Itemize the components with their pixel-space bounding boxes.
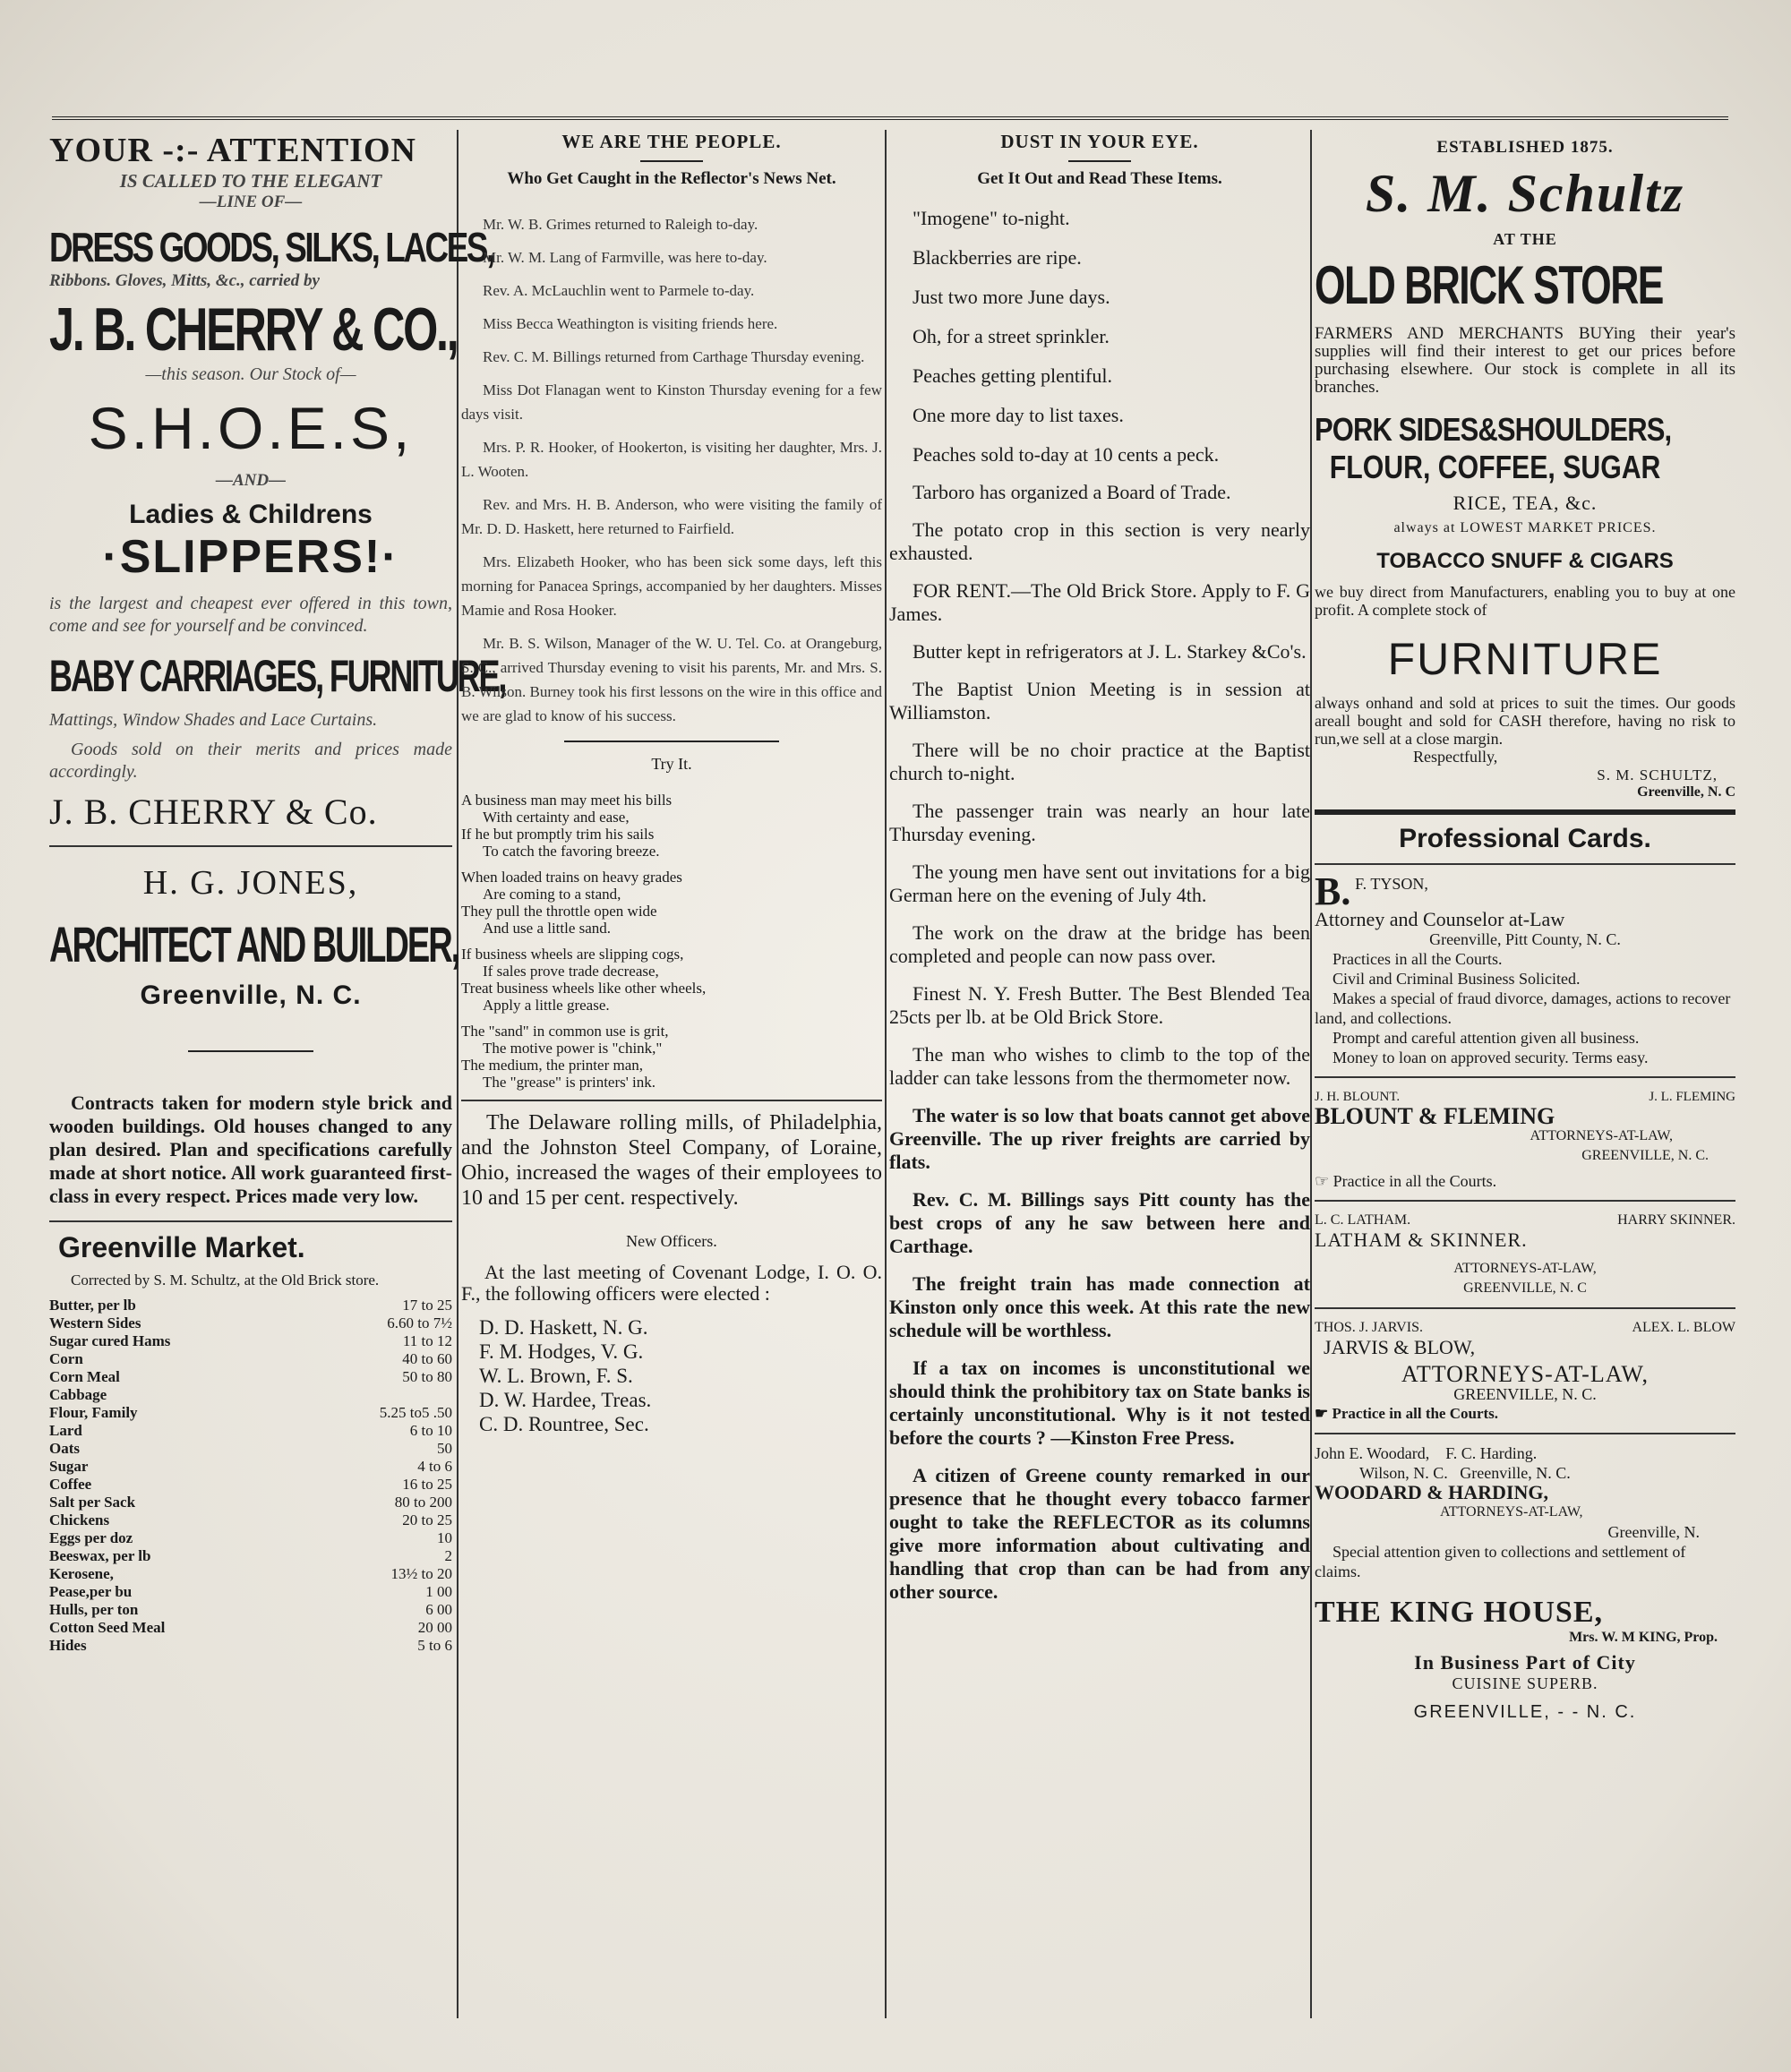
ad-text: Contracts taken for modern style brick and wooden buildings. Old houses changed to any plan desired. Plan and specifications carefully made at short notice. All work guaranteed first-class in every respect. Prices made very low. xyxy=(49,1092,452,1207)
poem-line: Apply a little grease. xyxy=(483,997,610,1014)
market-row xyxy=(49,1637,452,1655)
top-rule xyxy=(52,116,1728,124)
ad-line: Greenville, N. C xyxy=(1637,784,1735,800)
news-item: The young men have sent out invitations for a big German here on the evening of July 4th. xyxy=(889,860,1310,906)
card-line: ATTORNEYS-AT-LAW, xyxy=(1440,1504,1583,1520)
card-line: Makes a special of fraud divorce, damages, actions to recover land, and collections. xyxy=(1315,989,1731,1027)
poem-title: Try It. xyxy=(651,755,692,773)
column-rule xyxy=(885,130,887,2018)
market-price: 16 to 25 xyxy=(402,1476,452,1493)
news-item: Tarboro has organized a Board of Trade. xyxy=(913,481,1231,503)
poem-stanza xyxy=(461,869,882,937)
divider xyxy=(1315,1307,1735,1309)
news-item: The man who wishes to climb to the top of the ladder can take lessons from the thermometer now. xyxy=(889,1043,1310,1089)
card-partner: L. C. LATHAM. xyxy=(1315,1212,1411,1228)
news-item: Peaches getting plentiful. xyxy=(913,364,1112,387)
ad-line: RICE, TEA, &c. xyxy=(1453,492,1598,514)
market-price: 6 00 xyxy=(425,1601,452,1618)
news-item: The water is so low that boats cannot get above Greenville. The up river freights are carried by flats. xyxy=(889,1104,1310,1173)
news-item: The passenger train was nearly an hour late Thursday evening. xyxy=(889,800,1310,845)
divider xyxy=(1315,863,1735,865)
column-subtitle: Who Get Caught in the Reflector's News Net. xyxy=(507,169,836,188)
news-item: Miss Dot Flanagan went to Kinston Thursday evening for a few days visit. xyxy=(461,381,882,423)
market-price: 13½ to 20 xyxy=(390,1565,452,1582)
market-price: 6 to 10 xyxy=(409,1422,452,1439)
ad-text: Goods sold on their merits and prices made accordingly. xyxy=(49,740,452,782)
card-line: ATTORNEYS-AT-LAW, xyxy=(1453,1261,1597,1276)
column-title: WE ARE THE PEOPLE. xyxy=(561,131,782,152)
ad-line: Ribbons. Gloves, Mitts, &c., carried by xyxy=(49,271,320,290)
section-title: Professional Cards. xyxy=(1399,824,1651,853)
market-report xyxy=(49,1231,452,1655)
poem-line: The medium, the printer man, xyxy=(461,1057,643,1074)
short-items xyxy=(889,207,1310,427)
card-partner: J. L. FLEMING xyxy=(1649,1090,1735,1104)
ad-text: is the largest and cheapest ever offered in this town, come and see for yourself and be convinced. xyxy=(49,594,452,636)
poem-stanza xyxy=(461,792,882,860)
divider xyxy=(564,741,779,742)
ad-shoes: S.H.O.E.S, xyxy=(88,395,414,461)
news-item: Miss Becca Weathington is visiting friends here. xyxy=(483,315,778,332)
market-price: 17 to 25 xyxy=(402,1297,452,1314)
card-line: GREENVILLE, N. C. xyxy=(1453,1385,1597,1403)
card-line: Wilson, N. C. Greenville, N. C. xyxy=(1359,1464,1571,1482)
divider xyxy=(1068,160,1131,162)
ad-signature: J. B. CHERRY & Co. xyxy=(49,792,378,832)
column-2 xyxy=(461,127,882,2036)
woodard-card xyxy=(1315,1443,1735,1581)
market-row xyxy=(49,1547,452,1565)
market-price: 4 to 6 xyxy=(417,1458,452,1475)
card-partner: ALEX. L. BLOW xyxy=(1632,1320,1735,1335)
poem-line: With certainty and ease, xyxy=(483,809,630,826)
ad-text: FARMERS AND MERCHANTS BUYing their year's supplies will find their interest to get our prices before purchasing elsewhere. Our stock is complete in all its branches. xyxy=(1315,324,1735,397)
news-item: One more day to list taxes. xyxy=(913,404,1124,426)
market-row xyxy=(49,1619,452,1637)
ad-headline: YOUR -:- ATTENTION xyxy=(49,132,416,169)
market-price: 80 to 200 xyxy=(394,1494,452,1511)
column-1 xyxy=(49,127,506,2036)
blount-card xyxy=(1315,1087,1735,1191)
officers-intro: At the last meeting of Covenant Lodge, I. O. O. F., the following officers were elected : xyxy=(461,1261,882,1305)
card-line: Special attention given to collections and settlement of claims. xyxy=(1315,1543,1686,1580)
card-name: WOODARD & HARDING, xyxy=(1315,1481,1548,1503)
ad-text: we buy direct from Manufacturers, enabling you to buy at one profit. A complete stock of xyxy=(1315,583,1735,619)
news-item: Rev. A. McLauchlin went to Parmele to-day. xyxy=(483,282,755,299)
ad-line: BABY CARRIAGES, FURNITURE, xyxy=(49,651,506,701)
ad-line: —LINE OF— xyxy=(199,193,303,211)
poem-line: If sales prove trade decrease, xyxy=(483,963,659,980)
drop-cap: B. xyxy=(1315,869,1351,913)
news-item: Rev. and Mrs. H. B. Anderson, who were visiting the family of Mr. D. D. Haskett, here returned to Fairfield. xyxy=(461,496,882,537)
column-rule xyxy=(1310,130,1312,2018)
market-item: Beeswax, per lb xyxy=(49,1547,151,1564)
poem-line: A business man may meet his bills xyxy=(461,792,673,809)
poem-line: Treat business wheels like other wheels, xyxy=(461,980,707,997)
ad-line: GREENVILLE, - - N. C. xyxy=(1413,1702,1637,1722)
market-item: Salt per Sack xyxy=(49,1494,136,1511)
market-note: Corrected by S. M. Schultz, at the Old Brick store. xyxy=(71,1271,380,1289)
news-item: Butter kept in refrigerators at J. L. Starkey &Co's. xyxy=(913,640,1307,663)
news-items xyxy=(889,443,1310,1604)
market-row xyxy=(49,1404,452,1422)
market-row xyxy=(49,1511,452,1529)
card-line: Attorney and Counselor at-Law xyxy=(1315,908,1565,930)
card-partner: HARRY SKINNER. xyxy=(1617,1212,1735,1228)
king-house-ad xyxy=(1315,1596,1735,1723)
card-line: GREENVILLE, N. C xyxy=(1463,1280,1587,1296)
ad-line: Mrs. W. M KING, Prop. xyxy=(1569,1630,1718,1645)
poem-line: When loaded trains on heavy grades xyxy=(461,869,682,886)
divider xyxy=(1315,1433,1735,1434)
ad-line: CUISINE SUPERB. xyxy=(1452,1674,1598,1692)
card-partners xyxy=(1315,1318,1735,1338)
card-name: BLOUNT & FLEMING xyxy=(1315,1103,1555,1129)
news-item: "Imogene" to-night. xyxy=(913,207,1070,229)
market-item: Chickens xyxy=(49,1511,110,1528)
news-item: The Baptist Union Meeting is in session at Williamston. xyxy=(889,678,1310,723)
poem-line: The motive power is "chink," xyxy=(483,1040,663,1057)
card-name: LATHAM & SKINNER. xyxy=(1315,1229,1528,1251)
market-item: Oats xyxy=(49,1440,80,1457)
market-item: Hides xyxy=(49,1637,87,1654)
market-title: Greenville Market. xyxy=(58,1231,305,1263)
market-price: 50 xyxy=(437,1440,452,1457)
card-line: Greenville, N. xyxy=(1607,1523,1700,1541)
market-row xyxy=(49,1529,452,1547)
card-line: ATTORNEYS-AT-LAW, xyxy=(1530,1128,1673,1143)
market-item: Flour, Family xyxy=(49,1404,138,1421)
ad-firm-name: J. B. CHERRY & CO., xyxy=(49,295,458,364)
officer: F. M. Hodges, V. G. xyxy=(479,1340,644,1363)
divider xyxy=(1315,809,1735,815)
market-item: Western Sides xyxy=(49,1314,141,1331)
market-price: 11 to 12 xyxy=(402,1332,452,1349)
market-price: 5 to 6 xyxy=(417,1637,452,1654)
market-item: Pease,per bu xyxy=(49,1583,133,1600)
card-name: F. TYSON, xyxy=(1355,875,1428,893)
market-item: Butter, per lb xyxy=(49,1297,136,1314)
news-item: If a tax on incomes is unconstitutional we should think the prohibitory tax on State banks is certainly unconstitutional. Why is it not tested before the courts ? —Kinston Free Press. xyxy=(889,1357,1310,1449)
market-row xyxy=(49,1314,452,1332)
divider xyxy=(1315,1076,1735,1078)
ad-line: TOBACCO SNUFF & CIGARS xyxy=(1376,549,1674,573)
news-item: Finest N. Y. Fresh Butter. The Best Blended Tea 25cts per lb. at be Old Brick Store. xyxy=(889,982,1310,1028)
news-item: Just two more June days. xyxy=(913,286,1110,308)
schultz-ad xyxy=(1315,138,1735,801)
poem xyxy=(461,792,882,1091)
card-line: ☛ Practice in all the Courts. xyxy=(1315,1405,1499,1422)
card-line: ☞ Practice in all the Courts. xyxy=(1315,1172,1497,1190)
market-item: Sugar xyxy=(49,1458,89,1475)
market-row xyxy=(49,1476,452,1494)
market-row xyxy=(49,1350,452,1368)
market-price: 5.25 to5 .50 xyxy=(379,1404,452,1421)
market-item: Cotton Seed Meal xyxy=(49,1619,166,1636)
ad-line: FLOUR, COFFEE, SUGAR xyxy=(1329,449,1661,485)
news-item: There will be no choir practice at the Baptist church to-night. xyxy=(889,739,1310,784)
officers-list xyxy=(461,1315,882,1436)
news-item: Mr. W. B. Grimes returned to Raleigh to-day. xyxy=(483,216,758,233)
column-subtitle: Get It Out and Read These Items. xyxy=(977,169,1222,188)
poem-line: And use a little sand. xyxy=(483,920,612,937)
market-price: 50 to 80 xyxy=(402,1368,452,1385)
card-line: John E. Woodard, F. C. Harding. xyxy=(1315,1444,1538,1462)
ad-script-name: S. M. Schultz xyxy=(1365,164,1685,223)
officers-title: New Officers. xyxy=(626,1232,717,1250)
news-items xyxy=(461,212,882,728)
market-price: 20 00 xyxy=(417,1619,452,1636)
market-row xyxy=(49,1458,452,1476)
column-3 xyxy=(889,127,1310,2036)
card-partner: J. H. BLOUNT. xyxy=(1315,1090,1401,1104)
news-item: Mr. B. S. Wilson, Manager of the W. U. Tel. Co. at Orangeburg, S. C., arrived Thursday evening to visit his parents, Mr. and Mrs. S. B. Wilson. Burney took his first lessons on the wire in this office and we are glad to know of his success. xyxy=(461,635,882,724)
ad-headline: H. G. JONES, xyxy=(142,864,359,902)
ad-text: always onhand and sold at prices to suit the times. Our goods areall bought and sold for CASH therefore, having no risk to run,we sell at a close margin. xyxy=(1315,694,1735,748)
news-item: The freight train has made connection at Kinston only once this week. At this rate the new schedule will be worthless. xyxy=(889,1272,1310,1341)
market-row xyxy=(49,1386,452,1404)
ad-line: ESTABLISHED 1875. xyxy=(1436,138,1614,157)
market-item: Lard xyxy=(49,1422,82,1439)
officer: D. D. Haskett, N. G. xyxy=(479,1316,648,1339)
market-row xyxy=(49,1422,452,1440)
market-item: Cabbage xyxy=(49,1386,107,1403)
ad-line: Ladies & Childrens xyxy=(129,500,373,529)
market-row xyxy=(49,1332,452,1350)
poem-stanza xyxy=(461,946,882,1014)
poem-line: Are coming to a stand, xyxy=(483,886,621,903)
market-item: Sugar cured Hams xyxy=(49,1332,171,1349)
column-rule xyxy=(457,130,458,2018)
card-line: Greenville, Pitt County, N. C. xyxy=(1429,930,1621,948)
news-item: Mr. W. M. Lang of Farmville, was here to-day. xyxy=(483,249,767,266)
poem-line: If he but promptly trim his sails xyxy=(461,826,655,843)
market-item: Coffee xyxy=(49,1476,92,1493)
tyson-card xyxy=(1315,869,1735,1067)
market-price: 40 to 60 xyxy=(402,1350,452,1367)
market-item: Hulls, per ton xyxy=(49,1601,139,1618)
ad-line: Greenville, N. C. xyxy=(140,980,362,1010)
column-4 xyxy=(1315,127,1735,2036)
card-line: Prompt and careful attention given all business. xyxy=(1333,1029,1640,1047)
market-row xyxy=(49,1565,452,1583)
divider xyxy=(461,1100,882,1101)
market-price: 2 xyxy=(444,1547,452,1564)
poem-line: If business wheels are slipping cogs, xyxy=(461,946,684,963)
market-item: Corn Meal xyxy=(49,1368,120,1385)
cherry-ad xyxy=(49,131,506,833)
divider xyxy=(188,1050,313,1052)
market-row xyxy=(49,1601,452,1619)
news-item: Rev. C. M. Billings returned from Carthage Thursday evening. xyxy=(483,348,865,365)
ad-line: DRESS GOODS, SILKS, LACES, xyxy=(49,224,493,270)
market-price: 1 00 xyxy=(425,1583,452,1600)
ad-headline: THE KING HOUSE, xyxy=(1315,1596,1604,1629)
market-row xyxy=(49,1368,452,1386)
market-price: 20 to 25 xyxy=(402,1511,452,1528)
news-item: Mrs. P. R. Hooker, of Hookerton, is visiting her daughter, Mrs. J. L. Wooten. xyxy=(461,439,882,480)
card-line: Money to loan on approved security. Terms easy. xyxy=(1333,1049,1649,1066)
card-line: ATTORNEYS-AT-LAW, xyxy=(1401,1361,1650,1387)
officer: D. W. Hardee, Treas. xyxy=(479,1389,652,1411)
market-row xyxy=(49,1583,452,1601)
news-item: FOR RENT.—The Old Brick Store. Apply to F. G James. xyxy=(889,579,1310,625)
ad-line: PORK SIDES&SHOULDERS, xyxy=(1315,411,1672,448)
divider xyxy=(1315,1200,1735,1202)
column-title: DUST IN YOUR EYE. xyxy=(1000,131,1199,152)
market-row xyxy=(49,1494,452,1511)
news-item: Peaches sold to-day at 10 cents a peck. xyxy=(913,443,1220,466)
jones-ad xyxy=(49,863,459,1208)
latham-card xyxy=(1315,1211,1735,1298)
poem-line: The "sand" in common use is grit, xyxy=(461,1023,669,1040)
news-item: Mrs. Elizabeth Hooker, who has been sick some days, left this morning for Panacea Springs, accompanied by her daughters. Misses Mamie and Rosa Hooker. xyxy=(461,553,882,619)
ad-signature: S. M. SCHULTZ, xyxy=(1597,766,1718,783)
news-item: Oh, for a street sprinkler. xyxy=(913,325,1110,347)
news-item: Rev. C. M. Billings says Pitt county has the best crops of any he saw between here and Carthage. xyxy=(889,1188,1310,1257)
ad-line: ARCHITECT AND BUILDER, xyxy=(49,916,459,972)
poem-line: The "grease" is printers' ink. xyxy=(483,1074,656,1091)
ad-line: Respectfully, xyxy=(1413,748,1498,766)
market-price: 10 xyxy=(437,1529,452,1546)
ad-line: In Business Part of City xyxy=(1414,1651,1636,1674)
market-item: Kerosene, xyxy=(49,1565,114,1582)
market-item: Corn xyxy=(49,1350,83,1367)
officer: C. D. Rountree, Sec. xyxy=(479,1413,649,1435)
card-name: JARVIS & BLOW, xyxy=(1324,1336,1476,1358)
officer: W. L. Brown, F. S. xyxy=(479,1365,633,1387)
poem-line: To catch the favoring breeze. xyxy=(483,843,660,860)
card-partner: THOS. J. JARVIS. xyxy=(1315,1320,1423,1335)
news-item: A citizen of Greene county remarked in our presence that he thought every tobacco farmer ought to take the REFLECTOR as its columns give more information about cultivating and handling that crop than can be had from any other source. xyxy=(889,1464,1310,1603)
market-item: Eggs per doz xyxy=(49,1529,133,1546)
delaware-item: The Delaware rolling mills, of Philadelphia, and the Johnston Steel Company, of Loraine, Ohio, increased the wages of their employees to 10 and 15 per cent. respectively. xyxy=(461,1111,882,1210)
card-line: Practices in all the Courts. xyxy=(1333,950,1503,968)
ad-headline: OLD BRICK STORE xyxy=(1315,255,1663,315)
ad-slippers: ·SLIPPERS!· xyxy=(102,531,399,583)
card-line: GREENVILLE, N. C. xyxy=(1581,1148,1709,1163)
market-row xyxy=(49,1297,452,1314)
news-item: The potato crop in this section is very nearly exhausted. xyxy=(889,518,1310,564)
ad-text: Mattings, Window Shades and Lace Curtains. xyxy=(49,710,378,730)
divider xyxy=(49,1220,452,1222)
market-row xyxy=(49,1440,452,1458)
poem-stanza xyxy=(461,1023,882,1091)
divider xyxy=(49,845,452,847)
poem-line: They pull the throttle open wide xyxy=(461,903,657,920)
ad-furniture: FURNITURE xyxy=(1387,634,1663,684)
card-line: Civil and Criminal Business Solicited. xyxy=(1333,970,1581,988)
market-table xyxy=(49,1297,452,1655)
ad-line: —AND— xyxy=(215,471,287,490)
card-partners xyxy=(1315,1211,1735,1230)
ad-line: IS CALLED TO THE ELEGANT xyxy=(119,170,382,192)
ad-line: AT THE xyxy=(1493,230,1557,248)
news-item: The work on the draw at the bridge has been completed and people can now pass over. xyxy=(889,921,1310,967)
ad-line: always at LOWEST MARKET PRICES. xyxy=(1393,520,1657,535)
jarvis-card xyxy=(1315,1318,1735,1424)
news-item: Blackberries are ripe. xyxy=(913,246,1082,269)
ad-line: —this season. Our Stock of— xyxy=(145,364,356,384)
divider xyxy=(640,160,703,162)
market-price: 6.60 to 7½ xyxy=(387,1314,452,1331)
